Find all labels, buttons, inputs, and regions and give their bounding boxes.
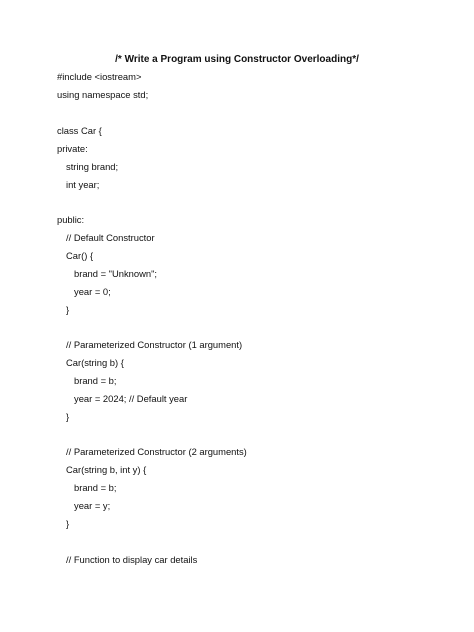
code-line-using: using namespace std; (57, 89, 149, 100)
code-line-include: #include <iostream> (57, 71, 142, 82)
code-line-close-brace: } (66, 304, 70, 315)
code-line-year-default: year = 2024; // Default year (74, 393, 188, 404)
code-comment-display-function: // Function to display car details (66, 554, 198, 565)
code-line-brand-assign: brand = b; (74, 375, 117, 386)
code-line-year-member: int year; (66, 179, 100, 190)
code-comment-constructor-one-arg: // Parameterized Constructor (1 argument) (66, 339, 243, 350)
code-line-constructor-two-args: Car(string b, int y) { (66, 464, 147, 475)
code-comment-default-constructor: // Default Constructor (66, 232, 155, 243)
code-line-year-assign: year = y; (74, 500, 111, 511)
code-line-class: class Car { (57, 125, 102, 136)
code-line-close-brace: } (66, 518, 70, 529)
document-title: /* Write a Program using Constructor Overloading*/ (115, 54, 359, 65)
code-line-brand-member: string brand; (66, 161, 119, 172)
code-line-default-constructor: Car() { (66, 250, 94, 261)
code-comment-constructor-two-args: // Parameterized Constructor (2 arguments) (66, 446, 247, 457)
code-line-public: public: (57, 214, 85, 225)
code-line-year-zero: year = 0; (74, 286, 111, 297)
code-line-constructor-one-arg: Car(string b) { (66, 357, 124, 368)
code-line-brand-assign: brand = b; (74, 482, 117, 493)
code-line-close-brace: } (66, 411, 70, 422)
code-line-brand-unknown: brand = "Unknown"; (74, 268, 158, 279)
code-line-private: private: (57, 143, 88, 154)
